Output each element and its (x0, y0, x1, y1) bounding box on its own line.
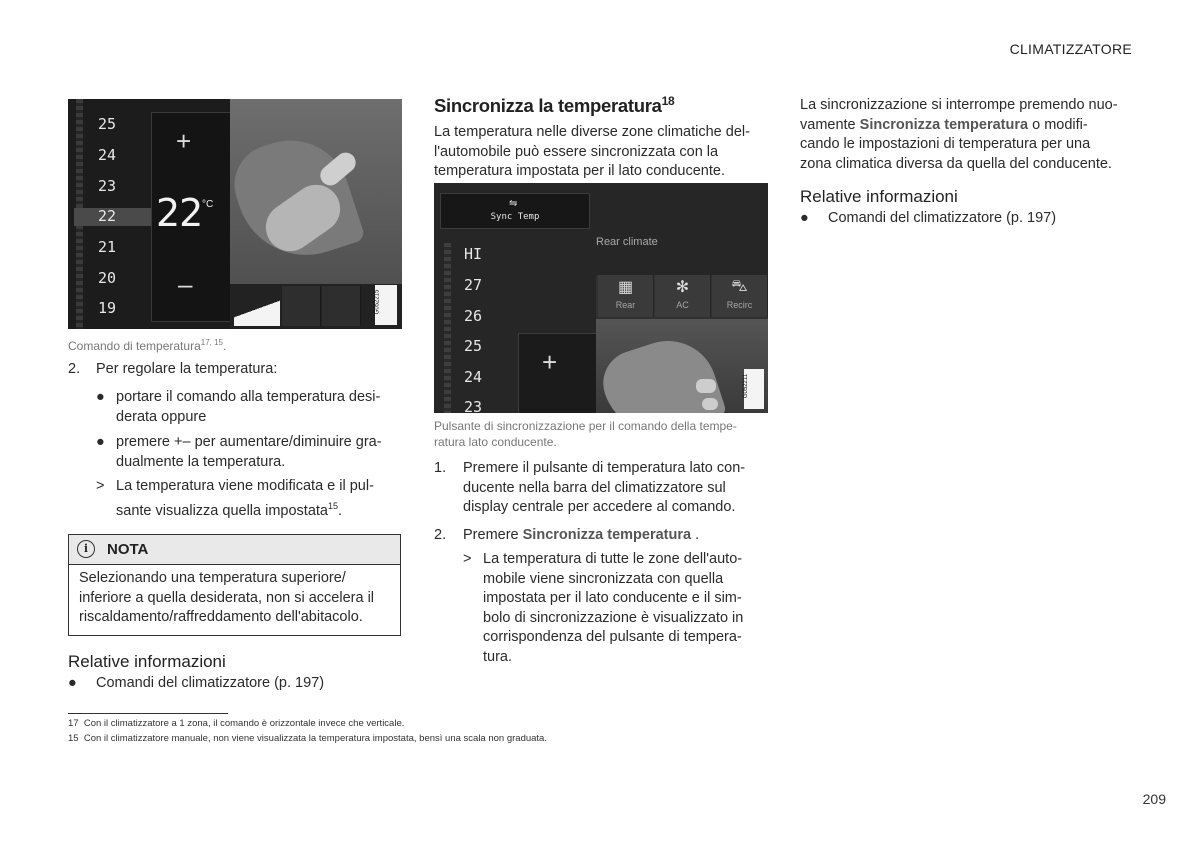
scale-value: 25 (464, 337, 483, 355)
step-text-end: . (691, 527, 700, 543)
increase-button[interactable]: + (176, 126, 192, 156)
step-text: Per regolare la temperatura: (96, 361, 278, 377)
footnote-number: 15 (68, 733, 79, 744)
car-recirculation-icon: ⛍ (731, 278, 748, 295)
fan-cell (322, 286, 361, 326)
step-number: 2. (68, 361, 81, 377)
result-line: corrispondenza del pulsante di tempera- (483, 629, 742, 646)
result-mark: > (463, 551, 472, 567)
bullet-dot: ● (96, 389, 105, 405)
intro-line: l'automobile può essere sincronizzata con la (434, 143, 719, 160)
step-line: Premere il pulsante di temperatura lato con- (463, 460, 746, 476)
current-temperature: 22 (156, 191, 203, 235)
step-control-name: Sincronizza temperatura (522, 527, 692, 543)
note-line: Selezionando una temperatura superiore/ (79, 570, 346, 586)
figure-code-label: G052211 (744, 369, 764, 409)
temperature-panel (518, 333, 598, 413)
bullet-line: derata oppure (116, 408, 207, 425)
caption-end: . (223, 339, 227, 353)
temperature-control-figure (68, 99, 402, 329)
step-number: 2. (434, 527, 447, 543)
decrease-button[interactable]: – (178, 269, 193, 299)
result-line (116, 497, 374, 521)
scale-value: 25 (98, 115, 117, 133)
scale-value: 19 (98, 299, 117, 317)
info-icon: i (77, 540, 95, 558)
note-text (79, 569, 394, 628)
para-line (800, 116, 1118, 136)
result-line-text: sante visualizza quella impostata (116, 502, 328, 519)
scale-value: 22 (98, 207, 117, 225)
bullet-line: portare il comando alla temperatura desi- (116, 389, 381, 405)
para-text: vamente (800, 116, 860, 133)
scale-value: 23 (98, 177, 117, 195)
snowflake-icon: ✻ (675, 279, 690, 296)
scale-value: HI (464, 245, 483, 263)
step-line: ducente nella barra del climatizzatore sul (463, 479, 726, 496)
running-header: CLIMATIZZATORE (1009, 41, 1132, 57)
note-box (68, 534, 401, 636)
intro-line: temperatura impostata per il lato conducente. (434, 163, 725, 180)
step-line: display centrale per accedere al comando. (463, 499, 736, 516)
scale-value: 20 (98, 269, 117, 287)
rear-defrost-icon: ▦ (617, 279, 634, 296)
result-sup: 15 (327, 500, 338, 511)
section-heading (434, 94, 674, 117)
caption-sup: 17, 15 (200, 338, 223, 347)
para-line: La sincronizzazione si interrompe premendo nuo- (800, 97, 1118, 113)
para-text: o modifi- (1028, 116, 1088, 133)
sync-icon: ⇋ (509, 198, 518, 209)
caption-line: Pulsante di sincronizzazione per il comando della tempe- (434, 419, 737, 433)
sync-temp-figure (434, 183, 768, 413)
seat-shape (702, 398, 718, 410)
bullet-item (116, 388, 380, 427)
ac-button[interactable] (655, 275, 711, 317)
note-title: NOTA (107, 541, 149, 558)
note-line: riscaldamento/raffreddamento dell'abitacolo. (79, 609, 363, 626)
footnote (68, 733, 547, 744)
heading-sup: 18 (661, 94, 675, 108)
heading-text: Sincronizza la temperatura (434, 95, 662, 117)
bullet-item (116, 433, 382, 472)
footnote (68, 718, 404, 729)
intro-paragraph (434, 123, 750, 182)
button-label: AC (676, 300, 689, 310)
sync-temp-button[interactable] (440, 193, 590, 229)
seat-shape (696, 379, 716, 393)
rear-climate-label: Rear climate (596, 236, 658, 248)
step-1-text (463, 459, 745, 518)
result-text (116, 477, 374, 521)
figure-caption (434, 418, 737, 450)
scale-value: 23 (464, 398, 483, 413)
sync-stop-paragraph (800, 96, 1118, 174)
related-link[interactable]: Comandi del climatizzatore (p. 197) (828, 210, 1057, 226)
bullet-dot: ● (96, 434, 105, 450)
caption-text: Comando di temperatura (68, 339, 201, 353)
scale-value: 27 (464, 276, 483, 294)
scale-strip (444, 243, 451, 413)
step-text: Premere (463, 527, 523, 543)
scale-value: 24 (464, 368, 483, 386)
bullet-dot: ● (800, 210, 809, 226)
caption-line: ratura lato conducente. (434, 435, 557, 449)
note-header (69, 535, 400, 565)
rear-defrost-button[interactable] (598, 275, 654, 317)
fan-cell (282, 286, 321, 326)
footnote-text: Con il climatizzatore a 1 zona, il comando è orizzontale invece che verticale. (83, 718, 405, 729)
step-number: 1. (434, 460, 447, 476)
result-line: tura. (483, 648, 513, 665)
increase-button[interactable]: + (542, 347, 558, 377)
climate-button-row (596, 275, 768, 319)
button-label: Rear (615, 300, 636, 310)
scale-value: 24 (98, 146, 117, 164)
scale-value: 26 (464, 307, 483, 325)
intro-line: La temperatura nelle diverse zone climatiche del- (434, 124, 750, 140)
related-heading: Relative informazioni (800, 187, 958, 206)
bullet-line: premere +– per aumentare/diminuire gra- (116, 434, 382, 450)
step-2-text (463, 526, 699, 546)
footnote-divider (68, 713, 228, 714)
result-line: impostata per il lato conducente e il sim- (483, 590, 742, 607)
temperature-unit: °C (202, 199, 214, 210)
result-line: mobile viene sincronizzata con quella (483, 570, 724, 587)
step-2 (68, 360, 277, 380)
figure-caption (68, 335, 226, 354)
related-heading: Relative informazioni (68, 652, 226, 671)
figure-code-label: G052215 (375, 285, 397, 325)
footnote-text: Con il climatizzatore manuale, non viene visualizzata la temperatura impostata, bensì una scala non graduata. (83, 733, 547, 744)
para-control-name: Sincronizza temperatura (859, 116, 1029, 133)
result-text (483, 550, 743, 668)
para-line: zona climatica diversa da quella del conducente. (800, 155, 1112, 172)
fan-level-wedge (234, 292, 280, 326)
bullet-dot: ● (68, 675, 77, 691)
recirc-button[interactable] (712, 275, 768, 317)
page-number: 209 (1142, 791, 1166, 807)
result-line: bolo di sincronizzazione è visualizzato in (483, 609, 744, 626)
para-line: cando le impostazioni di temperatura per una (800, 136, 1091, 153)
footnote-number: 17 (68, 718, 79, 729)
scale-value: 21 (98, 238, 117, 256)
sync-temp-label: Sync Temp (490, 212, 540, 222)
bullet-line: dualmente la temperatura. (116, 453, 286, 470)
note-line: inferiore a quella desiderata, non si accelera il (79, 589, 375, 606)
result-line: La temperatura viene modificata e il pul- (116, 478, 374, 494)
result-end: . (338, 502, 343, 519)
result-line: La temperatura di tutte le zone dell'auto- (483, 551, 743, 567)
result-mark: > (96, 478, 105, 494)
button-label: Recirc (726, 300, 753, 310)
related-link[interactable]: Comandi del climatizzatore (p. 197) (96, 675, 325, 691)
